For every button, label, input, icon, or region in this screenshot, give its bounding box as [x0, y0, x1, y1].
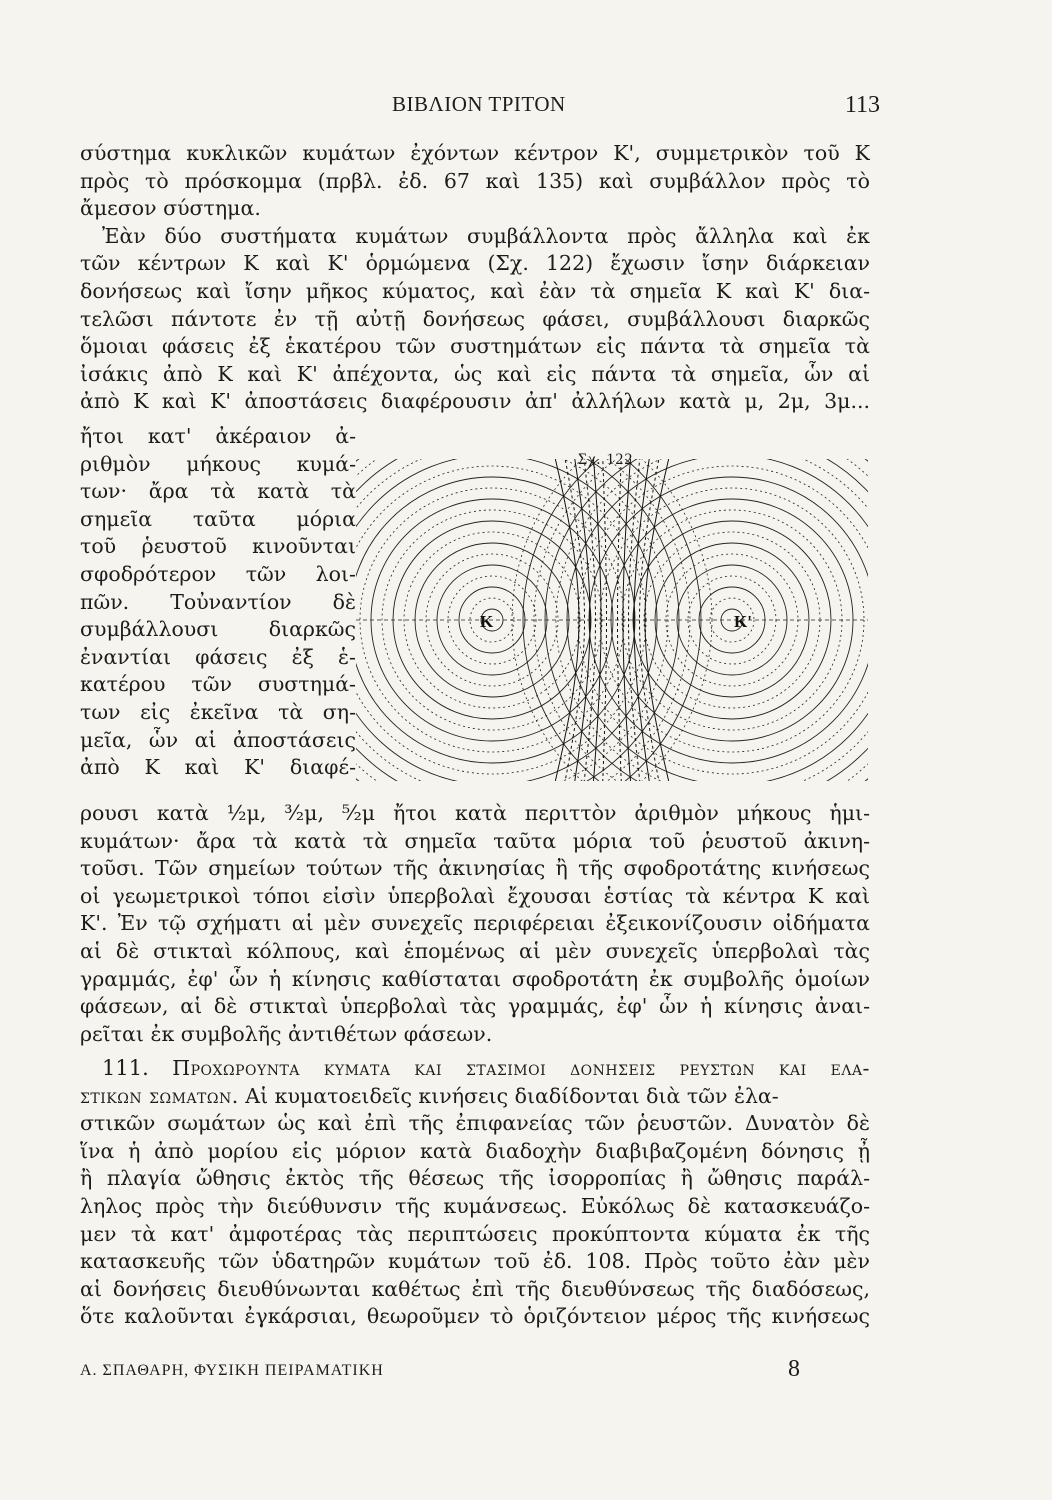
section-heading: Προχωρουντα κυματα και στασιμοι δονησεις ρευστων και ελα-: [172, 1056, 870, 1080]
section-text-start: Αἱ κυματοειδεῖς κινήσεις διαδίδονται διὰ τῶν ἐλα-: [245, 1083, 779, 1108]
center-label-k: Κ: [480, 612, 494, 631]
text-line: Κ'. Ἐν τῷ σχήματι αἱ μὲν συνεχεῖς περιφέρειαι ἐξεικονίζουσιν οἰδήματα: [80, 911, 870, 936]
text-line: τοῦ ῥευστοῦ κινοῦνται: [80, 534, 356, 559]
text-line: ἀπὸ Κ καὶ Κ' ἀποστάσεις διαφέρουσιν ἀπ' ἀλλήλων κατὰ μ, 2μ, 3μ...: [80, 389, 870, 414]
text-line: ρεῖται ἐκ συμβολῆς ἀντιθέτων φάσεων.: [80, 1021, 493, 1046]
text-line: ἤτοι κατ' ἀκέραιον ἀ-: [80, 424, 356, 448]
wrapped-text-column: [80, 423, 356, 782]
paragraph-mid: [80, 800, 870, 1048]
text-line: φάσεων, αἱ δὲ στικταὶ ὑπερβολαὶ τὰς γραμμάς, ἐφ' ὧν ἡ κίνησις ἀναι-: [80, 994, 870, 1019]
text-line: τῶν κέντρων Κ καὶ Κ' ὁρμώμενα (Σχ. 122) ἔχωσιν ἴσην διάρκειαν: [80, 251, 870, 276]
text-line: ἄμεσον σύστημα.: [80, 196, 261, 221]
signature-mark: 8: [788, 1356, 800, 1382]
text-line: αἱ δὲ στικταὶ κόλπους, καὶ ἑπομένως αἱ μὲν συνεχεῖς ὑπερβολαὶ τὰς: [80, 938, 870, 963]
running-title: ΒΙΒΛΙΟΝ ΤΡΙΤΟΝ: [392, 92, 566, 116]
text-line: σφοδρότερον τῶν λοι-: [80, 561, 356, 586]
text-line: ὅτε καλοῦνται ἐγκάρσιαι, θεωροῦμεν τὸ ὁριζόντειον μέρος τῆς κινήσεως: [80, 1304, 870, 1329]
text-line: κατασκευῆς τῶν ὑδατηρῶν κυμάτων τοῦ ἐδ. 108. Πρὸς τοῦτο ἐὰν μὲν: [80, 1249, 870, 1274]
wave-interference-drawing: [352, 455, 872, 785]
text-line: πρὸς τὸ πρόσκομμα (πρβλ. ἐδ. 67 καὶ 135) καὶ συμβάλλον πρὸς τὸ: [80, 168, 870, 193]
text-line: πῶν. Τοὐναντίον δὲ: [80, 589, 356, 614]
text-line: ὅμοιαι φάσεις ἐξ ἑκατέρου τῶν συστημάτων εἰς πάντα τὰ σημεῖα τὰ: [80, 334, 870, 359]
section-111: [80, 1055, 870, 1331]
text-line: κυμάτων· ἄρα τὰ κατὰ τὰ σημεῖα ταῦτα μόρια τοῦ ῥευστοῦ ἀκινη-: [80, 828, 870, 853]
text-line: κατέρου τῶν συστημά-: [80, 672, 356, 697]
section-heading-cont: στικων σωματων.: [80, 1083, 239, 1108]
paragraph-top: [80, 140, 870, 416]
page-footer: [80, 1356, 870, 1386]
text-line: των εἰς ἐκεῖνα τὰ ση-: [80, 699, 356, 724]
text-line: αἱ δονήσεις διευθύνωνται καθέτως ἐπὶ τῆς διευθύνσεως τῆς διαδόσεως,: [80, 1276, 870, 1301]
text-line: σημεῖα ταῦτα μόρια: [80, 506, 356, 531]
text-line: ἀπὸ Κ καὶ Κ' διαφέ-: [80, 755, 356, 780]
text-line: των· ἄρα τὰ κατὰ τὰ: [80, 479, 356, 504]
section-heading-line: [80, 1083, 870, 1111]
text-line: μεῖα, ὧν αἱ ἀποστάσεις: [80, 727, 356, 752]
text-line: σύστημα κυκλικῶν κυμάτων ἐχόντων κέντρον Κ', συμμετρικὸν τοῦ Κ: [80, 141, 870, 165]
section-heading-line: [80, 1055, 870, 1083]
text-line: τελῶσι πάντοτε ἐν τῇ αὐτῇ δονήσεως φάσει, συμβάλλουσι διαρκῶς: [80, 306, 870, 331]
text-line: ἢ πλαγία ὤθησις ἐκτὸς τῆς θέσεως τῆς ἰσορροπίας ἢ ὤθησις παράλ-: [80, 1166, 870, 1191]
text-line: Ἐὰν δύο συστήματα κυμάτων συμβάλλοντα πρὸς ἄλληλα καὶ ἐκ: [102, 223, 870, 248]
text-line: στικῶν σωμάτων ὡς καὶ ἐπὶ τῆς ἐπιφανείας τῶν ῥευστῶν. Δυνατὸν δὲ: [80, 1111, 870, 1136]
text-line: συμβάλλουσι διαρκῶς: [80, 617, 356, 642]
text-line: ἐναντίαι φάσεις ἐξ ἑ-: [80, 644, 356, 669]
section-number: 111.: [102, 1056, 149, 1080]
text-line: ρουσι κατὰ ½μ, ³⁄₂μ, ⁵⁄₂μ ἤτοι κατὰ περιττὸν ἀριθμὸν μήκους ἡμι-: [80, 801, 870, 825]
footer-author-title: Α. ΣΠΑΘΑΡΗ, ΦΥΣΙΚΗ ΠΕΙΡΑΜΑΤΙΚΗ: [80, 1362, 384, 1379]
interference-hyperbola: [584, 455, 601, 785]
figure-caption: Σχ. 122: [578, 451, 634, 468]
text-line: ληλος πρὸς τὴν διεύθυνσιν τῆς κυμάνσεως. Εὐκόλως δὲ κατασκευάζο-: [80, 1193, 870, 1218]
running-head: [80, 92, 880, 122]
text-line: ἵνα ἡ ἀπὸ μορίου εἰς μόριον κατὰ διαδοχὴν διαβιβαζομένη δόνησις ᾖ: [80, 1138, 870, 1163]
text-line: ριθμὸν μήκους κυμά-: [80, 451, 356, 476]
center-label-k-prime: Κ': [734, 612, 752, 631]
text-line: ἰσάκις ἀπὸ Κ καὶ Κ' ἀπέχοντα, ὡς καὶ εἰς πάντα τὰ σημεῖα, ὧν αἱ: [80, 361, 870, 386]
interference-figure: [352, 455, 872, 785]
wavefront-ring-k-prime: [611, 499, 853, 741]
text-line: δονήσεως καὶ ἴσην μῆκος κύματος, καὶ ἐὰν τὰ σημεῖα Κ καὶ Κ' δια-: [80, 278, 870, 303]
text-line: οἱ γεωμετρικοὶ τόποι εἰσὶν ὑπερβολαὶ ἔχουσαι ἑστίας τὰ κέντρα Κ καὶ: [80, 883, 870, 908]
page-number: 113: [844, 92, 880, 118]
text-line: μεν τὰ κατ' ἀμφοτέρας τὰς περιπτώσεις προκύπτοντα κύματα ἐκ τῆς: [80, 1221, 870, 1246]
text-line: γραμμάς, ἐφ' ὧν ἡ κίνησις καθίσταται σφοδροτάτη ἐκ συμβολῆς ὁμοίων: [80, 966, 870, 991]
wavefront-ring-k-prime: [633, 521, 831, 719]
text-line: τοῦσι. Τῶν σημείων τούτων τῆς ἀκινησίας ἢ τῆς σφοδροτάτης κινήσεως: [80, 856, 870, 881]
